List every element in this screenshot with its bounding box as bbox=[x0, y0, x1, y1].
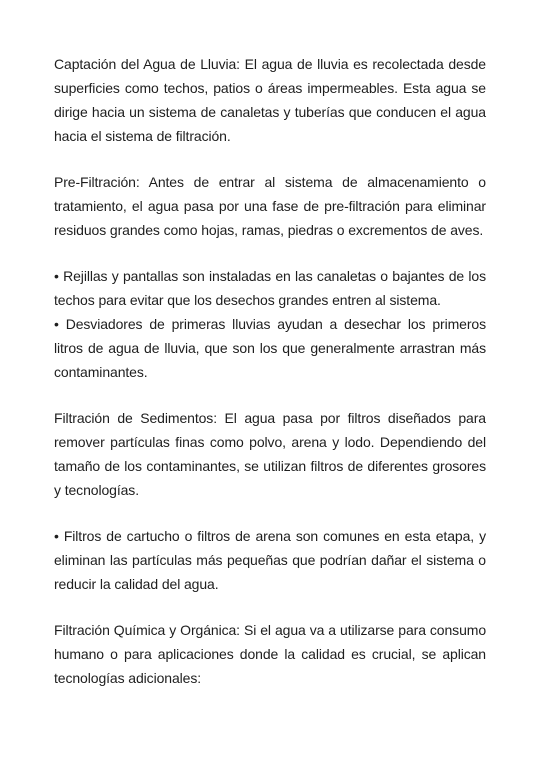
document-body bbox=[54, 52, 486, 712]
paragraph-captacion: Captación del Agua de Lluvia: El agua de lluvia es recolectada desde superficies como techos, patios o áreas impermeables. Esta agua se dirige hacia un sistema de canaletas y tuberías que conducen el agua hacia el sistema de filtración. bbox=[54, 56, 486, 144]
paragraph-prefiltracion: Pre-Filtración: Antes de entrar al sistema de almacenamiento o tratamiento, el agua pasa por una fase de pre-filtración para eliminar residuos grandes como hojas, ramas, piedras o excrementos de aves. bbox=[54, 174, 486, 238]
bullet-cartucho: • Filtros de cartucho o filtros de arena son comunes en esta etapa, y eliminan las partículas más pequeñas que podrían dañar el sistema o reducir la calidad del agua. bbox=[54, 528, 486, 592]
bullet-list-prefiltracion bbox=[54, 264, 486, 384]
bullet-desviadores: • Desviadores de primeras lluvias ayudan a desechar los primeros litros de agua de lluvia, que son los que generalmente arrastran más contaminantes. bbox=[54, 316, 486, 380]
bullet-rejillas: • Rejillas y pantallas son instaladas en las canaletas o bajantes de los techos para evitar que los desechos grandes entren al sistema. bbox=[54, 268, 486, 308]
paragraph-sedimentos: Filtración de Sedimentos: El agua pasa por filtros diseñados para remover partículas finas como polvo, arena y lodo. Dependiendo del tamaño de los contaminantes, se utilizan filtros de diferentes grosores y tecnologías. bbox=[54, 410, 486, 498]
paragraph-quimica: Filtración Química y Orgánica: Si el agua va a utilizarse para consumo humano o para aplicaciones donde la calidad es crucial, se aplican tecnologías adicionales: bbox=[54, 622, 486, 686]
